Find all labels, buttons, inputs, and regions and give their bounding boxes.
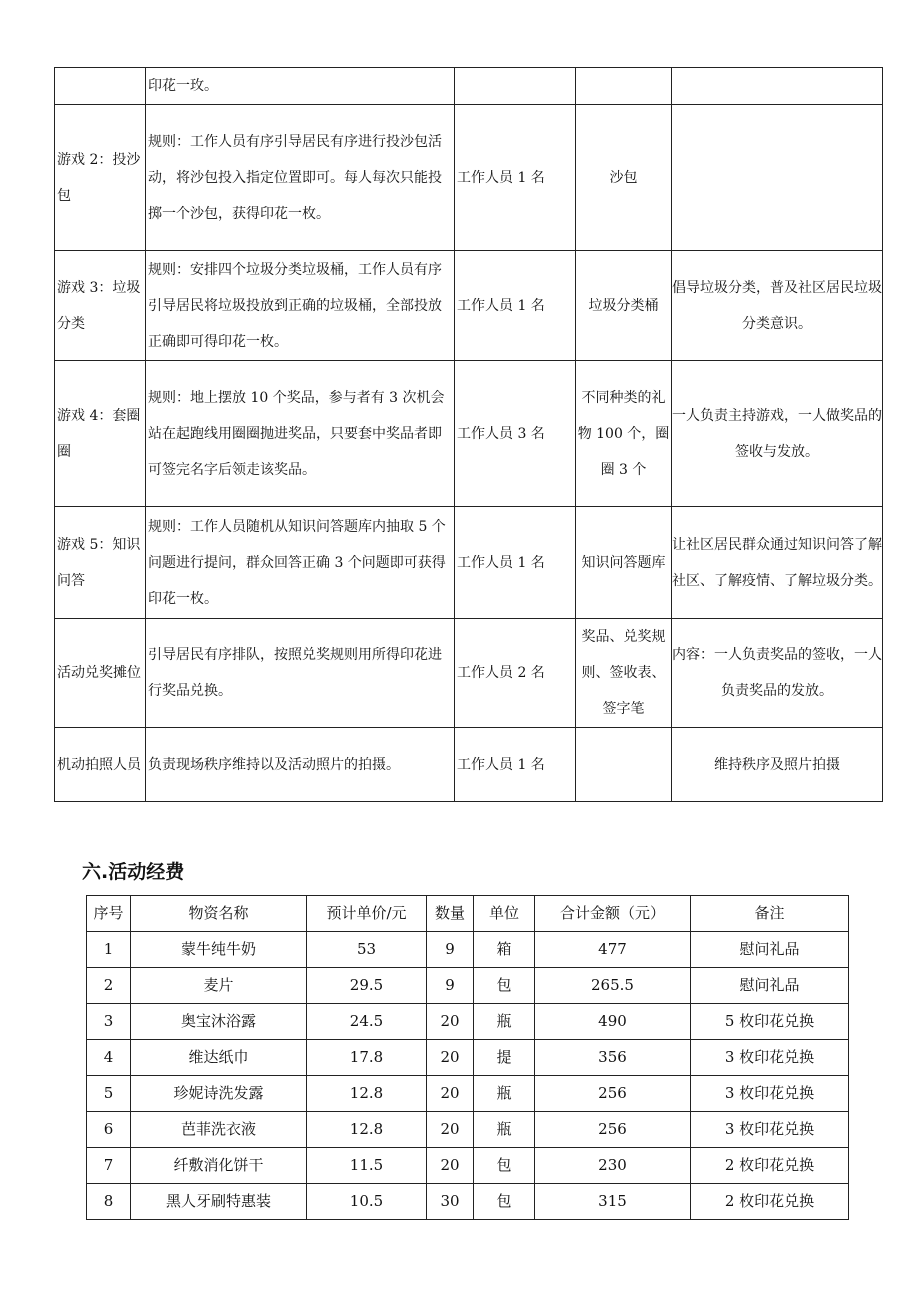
table-cell: 维达纸巾 — [131, 1040, 307, 1076]
table-cell: 29.5 — [307, 968, 427, 1004]
table-row — [87, 932, 849, 968]
column-header: 数量 — [427, 896, 474, 932]
table-cell: 20 — [427, 1040, 474, 1076]
table-cell: 垃圾分类桶 — [576, 251, 672, 361]
table-cell: 游戏 4：套圈圈 — [55, 361, 146, 507]
table-cell: 不同种类的礼物 100 个，圈圈 3 个 — [576, 361, 672, 507]
section-heading: 六.活动经费 — [82, 861, 185, 883]
table-cell: 9 — [427, 932, 474, 968]
table-cell: 黑人牙刷特惠装 — [131, 1184, 307, 1220]
table-row — [87, 1004, 849, 1040]
table-cell: 7 — [87, 1148, 131, 1184]
table-cell: 2 — [87, 968, 131, 1004]
column-header: 序号 — [87, 896, 131, 932]
table-cell: 工作人员 2 名 — [455, 619, 576, 728]
table-cell: 256 — [535, 1076, 691, 1112]
table-cell: 5 枚印花兑换 — [691, 1004, 849, 1040]
table-cell: 游戏 3：垃圾分类 — [55, 251, 146, 361]
table-cell: 包 — [474, 968, 535, 1004]
table-cell: 机动拍照人员 — [55, 728, 146, 802]
table-cell: 315 — [535, 1184, 691, 1220]
table-cell: 230 — [535, 1148, 691, 1184]
column-header: 单位 — [474, 896, 535, 932]
table-cell: 游戏 2：投沙包 — [55, 105, 146, 251]
table-cell: 让社区居民群众通过知识问答了解社区、了解疫情、了解垃圾分类。 — [672, 507, 883, 619]
budget-table — [86, 895, 849, 1220]
table-cell: 12.8 — [307, 1076, 427, 1112]
table-cell: 一人负责主持游戏，一人做奖品的签收与发放。 — [672, 361, 883, 507]
table-cell: 印花一玫。 — [146, 68, 455, 105]
table-cell: 麦片 — [131, 968, 307, 1004]
table-cell: 3 — [87, 1004, 131, 1040]
table-cell — [672, 68, 883, 105]
table-cell: 3 枚印花兑换 — [691, 1076, 849, 1112]
table-cell: 4 — [87, 1040, 131, 1076]
table-cell: 沙包 — [576, 105, 672, 251]
table-cell: 规则：工作人员有序引导居民有序进行投沙包活动，将沙包投入指定位置即可。每人每次只能投掷一个沙包，获得印花一枚。 — [146, 105, 455, 251]
table-cell — [576, 728, 672, 802]
table-cell — [455, 68, 576, 105]
table-cell: 瓶 — [474, 1076, 535, 1112]
table-cell: 规则：安排四个垃圾分类垃圾桶，工作人员有序引导居民将垃圾投放到正确的垃圾桶，全部投放正确即可得印花一枚。 — [146, 251, 455, 361]
table-row — [87, 968, 849, 1004]
column-header: 合计金额（元） — [535, 896, 691, 932]
table-cell: 引导居民有序排队，按照兑奖规则用所得印花进行奖品兑换。 — [146, 619, 455, 728]
table-cell: 11.5 — [307, 1148, 427, 1184]
table-cell: 工作人员 3 名 — [455, 361, 576, 507]
table-cell: 477 — [535, 932, 691, 968]
table-cell: 规则：工作人员随机从知识问答题库内抽取 5 个问题进行提问，群众回答正确 3 个问题即可获得印花一枚。 — [146, 507, 455, 619]
table-cell: 内容：一人负责奖品的签收，一人负责奖品的发放。 — [672, 619, 883, 728]
activity-schedule-table — [54, 67, 883, 802]
table-row — [87, 1184, 849, 1220]
table-row — [87, 1040, 849, 1076]
table-cell — [672, 105, 883, 251]
table-cell: 30 — [427, 1184, 474, 1220]
table-cell: 10.5 — [307, 1184, 427, 1220]
table-cell: 提 — [474, 1040, 535, 1076]
table-cell — [576, 68, 672, 105]
table-cell: 工作人员 1 名 — [455, 105, 576, 251]
table-row — [55, 728, 883, 802]
table-row — [55, 619, 883, 728]
table-cell: 包 — [474, 1148, 535, 1184]
table-cell: 维持秩序及照片拍摄 — [672, 728, 883, 802]
table-cell: 356 — [535, 1040, 691, 1076]
table-cell: 包 — [474, 1184, 535, 1220]
table-cell: 工作人员 1 名 — [455, 728, 576, 802]
table-header-row — [87, 896, 849, 932]
table-cell: 2 枚印花兑换 — [691, 1184, 849, 1220]
table-cell: 24.5 — [307, 1004, 427, 1040]
table-cell: 奥宝沐浴露 — [131, 1004, 307, 1040]
table-cell: 蒙牛纯牛奶 — [131, 932, 307, 968]
table-cell: 20 — [427, 1004, 474, 1040]
table-cell: 8 — [87, 1184, 131, 1220]
column-header: 备注 — [691, 896, 849, 932]
table-cell: 工作人员 1 名 — [455, 251, 576, 361]
table-cell: 负责现场秩序维持以及活动照片的拍摄。 — [146, 728, 455, 802]
table-cell: 12.8 — [307, 1112, 427, 1148]
table-cell: 瓶 — [474, 1004, 535, 1040]
table-cell: 5 — [87, 1076, 131, 1112]
table-cell: 知识问答题库 — [576, 507, 672, 619]
table-cell: 慰问礼品 — [691, 968, 849, 1004]
table-cell: 箱 — [474, 932, 535, 968]
column-header: 预计单价/元 — [307, 896, 427, 932]
table-row — [87, 1148, 849, 1184]
table-cell: 20 — [427, 1148, 474, 1184]
column-header: 物资名称 — [131, 896, 307, 932]
table-cell: 活动兑奖摊位 — [55, 619, 146, 728]
table-row — [55, 361, 883, 507]
table-cell: 9 — [427, 968, 474, 1004]
table-cell — [55, 68, 146, 105]
table-row — [87, 1076, 849, 1112]
table-cell: 2 枚印花兑换 — [691, 1148, 849, 1184]
table-cell: 珍妮诗洗发露 — [131, 1076, 307, 1112]
table-cell: 3 枚印花兑换 — [691, 1040, 849, 1076]
table-cell: 倡导垃圾分类，普及社区居民垃圾分类意识。 — [672, 251, 883, 361]
table-cell: 265.5 — [535, 968, 691, 1004]
table-row — [55, 251, 883, 361]
table-row — [55, 68, 883, 105]
table-cell: 奖品、兑奖规则、签收表、签字笔 — [576, 619, 672, 728]
table-cell: 纤敷消化饼干 — [131, 1148, 307, 1184]
table-cell: 490 — [535, 1004, 691, 1040]
table-cell: 规则：地上摆放 10 个奖品，参与者有 3 次机会站在起跑线用圈圈抛进奖品，只要套中奖品者即可签完名字后领走该奖品。 — [146, 361, 455, 507]
table-row — [87, 1112, 849, 1148]
table-cell: 256 — [535, 1112, 691, 1148]
table-row — [55, 105, 883, 251]
table-cell: 6 — [87, 1112, 131, 1148]
table-cell: 游戏 5：知识问答 — [55, 507, 146, 619]
table-cell: 1 — [87, 932, 131, 968]
table-cell: 瓶 — [474, 1112, 535, 1148]
table-cell: 工作人员 1 名 — [455, 507, 576, 619]
table-cell: 3 枚印花兑换 — [691, 1112, 849, 1148]
table-cell: 20 — [427, 1112, 474, 1148]
table-cell: 20 — [427, 1076, 474, 1112]
table-row — [55, 507, 883, 619]
table-cell: 芭菲洗衣液 — [131, 1112, 307, 1148]
table-cell: 53 — [307, 932, 427, 968]
table-cell: 17.8 — [307, 1040, 427, 1076]
table-cell: 慰问礼品 — [691, 932, 849, 968]
